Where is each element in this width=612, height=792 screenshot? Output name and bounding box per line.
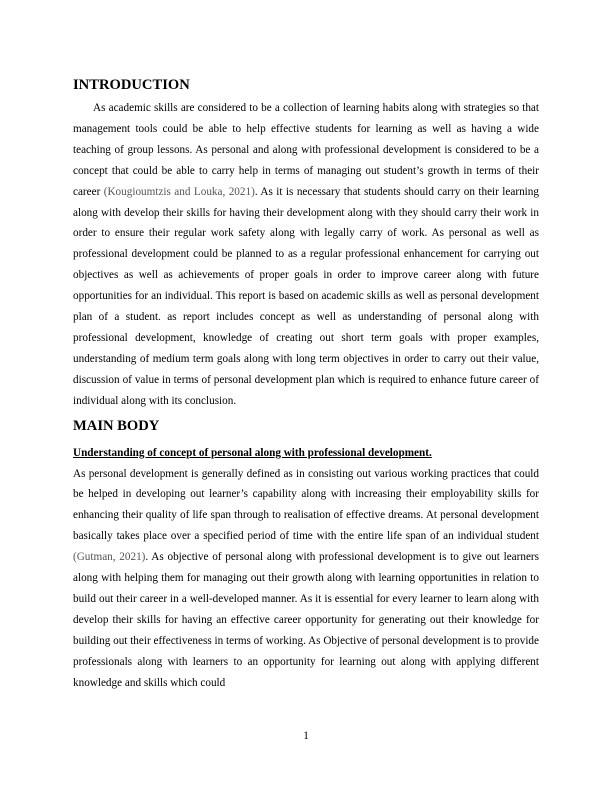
main-body-paragraph	[73, 464, 539, 694]
document-page	[73, 75, 539, 693]
page-number: 1	[303, 730, 309, 742]
main-body-heading: MAIN BODY	[73, 417, 160, 434]
section-subheading: Understanding of concept of personal along with professional development.	[73, 446, 432, 459]
introduction-text-part-2: . As it is necessary that students should carry on their learning along with develop their skills for having their development along with they should carry their work in order to ensure their regular work safety along with legally carry of work. As personal as well as professional development could be planned to as a regular professional enhancement for carrying out objectives as well as achievements of proper goals in order to improve career along with future opportunities for an individual. This report is based on academic skills as well as personal development plan of a student. as report includes concept as well as understanding of personal along with professional development, knowledge of creating out short term goals with proper examples, understanding of medium term goals along with long term objectives in order to carry out their value, discussion of value in terms of personal development plan which is required to enhance future career of individual along with its conclusion.	[73, 185, 539, 407]
citation-kougioumtzis-louka: (Kougioumtzis and Louka, 2021)	[103, 185, 255, 198]
introduction-text-part-1: As academic skills are considered to be a collection of learning habits along with strategies so that management tools could be able to help effective students for learning as well as having a wide teaching of group lessons. As personal and along with professional development is considered to be a concept that could be able to carry help in terms of managing out student’s growth in terms of their career	[73, 102, 539, 198]
introduction-heading: INTRODUCTION	[73, 77, 190, 93]
citation-gutman: (Gutman, 2021)	[73, 551, 146, 564]
introduction-paragraph	[73, 98, 539, 412]
main-body-text-part-1: As personal development is generally defined as in consisting out various working practices that could be helped in developing out learner’s capability along with increasing their employability skills for enhancing their quality of life span through to realisation of effective dreams. At personal development basically takes place over a specified period of time with the entire life span of an individual student	[73, 467, 539, 543]
main-body-text-part-2: . As objective of personal along with professional development is to give out learners along with helping them for managing out their growth along with learning opportunities in relation to build out their career in a well-developed manner. As it is essential for every learner to learn along with develop their skills for having an effective career opportunity for generating out their knowledge for building out their effectiveness in terms of working. As Objective of personal development is to provide professionals along with learners to an opportunity for learning out along with applying different knowledge and skills which could	[73, 551, 540, 689]
